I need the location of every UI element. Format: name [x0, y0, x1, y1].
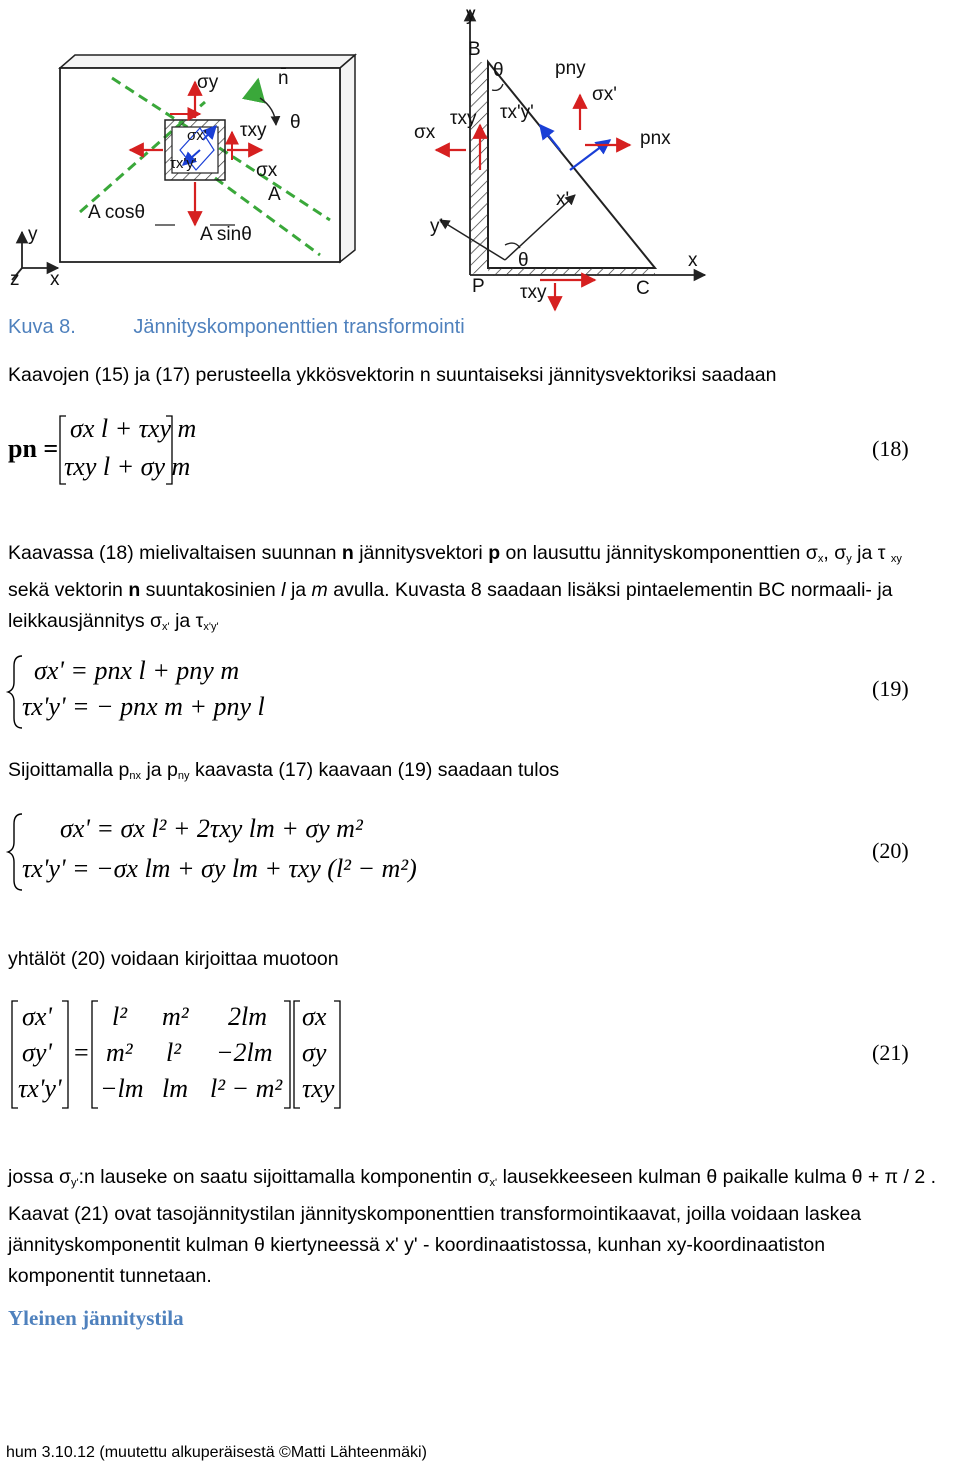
page-footer: hum 3.10.12 (muutettu alkuperäisestä ©Matti Lähteenmäki) — [6, 1444, 427, 1461]
label-sigma-x: σx — [256, 160, 278, 181]
label-sigma-x1-right: σx' — [592, 84, 617, 105]
label-axis-x-right: x — [688, 250, 698, 271]
label-theta-P: θ — [518, 250, 529, 271]
label-p-nx: pnx — [640, 128, 671, 149]
eq20-row2: τx'y' = −σx lm + σy lm + τxy (l² − m²) — [22, 854, 417, 883]
label-axis-y-left: y — [28, 224, 38, 245]
label-tau-x1y1: τx'y' — [170, 155, 197, 172]
eq21-m-32: lm — [162, 1074, 188, 1103]
label-axis-z: z — [10, 269, 20, 290]
eq18-number: (18) — [872, 436, 909, 461]
label-axis-y-right: y — [466, 4, 476, 25]
label-n-bar: n̄ — [278, 68, 289, 89]
equation-19 — [0, 652, 960, 732]
label-B: B — [468, 39, 481, 60]
label-theta: θ — [290, 112, 301, 133]
label-sigma-y: σy — [197, 72, 219, 93]
equation-21 — [0, 998, 960, 1113]
label-A-cos: A cosθ — [88, 202, 146, 223]
equation-18 — [0, 410, 960, 490]
eq21-m-33: l² − m² — [210, 1074, 283, 1103]
eq18-row1: σx l + τxy m — [70, 414, 197, 443]
eq21-rhs-2: σy — [302, 1038, 327, 1067]
label-A: A — [268, 184, 281, 205]
eq21-equals: = — [74, 1038, 89, 1067]
label-axis-y1: y' — [430, 216, 444, 237]
caption-title: Jännityskomponenttien transformointi — [133, 316, 465, 338]
label-sigma-x-right: σx — [414, 122, 436, 143]
eq21-lhs-3: τx'y' — [18, 1074, 62, 1103]
eq21-lhs-2: σy' — [22, 1038, 52, 1067]
eq21-number: (21) — [872, 1040, 909, 1065]
label-P: P — [472, 276, 485, 297]
eq21-m-11: l² — [112, 1002, 128, 1031]
label-tau-x1y1-right: τx'y' — [500, 102, 534, 123]
label-axis-x-left: x — [50, 269, 60, 290]
label-tau-xy-bottom: τxy — [520, 282, 547, 303]
eq19-number: (19) — [872, 676, 909, 701]
paragraph-explanation — [8, 538, 953, 643]
paragraph-intro: Kaavojen (15) ja (17) perusteella ykkösvektorin n suuntaiseksi jännitysvektoriksi saadaan — [8, 364, 777, 386]
section-heading: Yleinen jännitystila — [8, 1306, 184, 1330]
eq20-number: (20) — [872, 838, 909, 863]
label-C: C — [636, 278, 650, 299]
paragraph-conclusion — [8, 1162, 953, 1292]
eq18-row2: τxy l + σy m — [64, 452, 191, 481]
label-sigma-x1: σx' — [187, 127, 207, 144]
para2-line2: sekä vektorin n suuntakosinien l ja m avulla. Kuvasta 8 saadaan lisäksi pintaelementin BC normaali- ja — [8, 579, 893, 601]
para5-line4: komponentit tunnetaan. — [8, 1265, 212, 1287]
eq21-m-21: m² — [106, 1038, 133, 1067]
para5-line2: Kaavat (21) ovat tasojännitystilan jännityskomponenttien transformointikaavat, joilla voidaan laskea — [8, 1203, 862, 1225]
para5-line1: jossa $\sigma_{y'}:n$ lauseke on saatu sijoittamalla komponentin $\sigma_{x'}$ lausekkeeseen kulman θ paikalle kulma θ + π / 2 . — [8, 1166, 937, 1189]
paragraph-matrix-intro: yhtälöt (20) voidaan kirjoittaa muotoon — [8, 948, 339, 970]
stress-transformation-figure — [0, 0, 960, 315]
eq20-row1: σx' = σx l² + 2τxy lm + σy m² — [60, 814, 363, 843]
eq19-row1: σx' = pnx l + pny m — [34, 656, 240, 685]
paragraph-substitution: Sijoittamalla $p_{nx}$ ja $p_{ny}$ kaavasta (17) kaavaan (19) saadaan tulos — [8, 759, 560, 782]
equation-20 — [0, 810, 960, 895]
eq21-m-23: −2lm — [216, 1038, 273, 1067]
label-axis-x1: x' — [556, 189, 570, 210]
label-A-sin: A sinθ — [200, 224, 252, 245]
figure-caption — [8, 316, 465, 339]
caption-label: Kuva 8. — [8, 316, 76, 338]
label-theta-B: θ — [493, 60, 504, 81]
eq21-m-13: 2lm — [228, 1002, 267, 1031]
eq19-row2: τx'y' = − pnx m + pny l — [22, 692, 265, 721]
para5-line3: jännityskomponentit kulman θ kiertyneessä x' y' - koordinaatistossa, kunhan xy-koordinaatiston — [8, 1234, 826, 1256]
eq21-rhs-3: τxy — [302, 1074, 335, 1103]
label-tau-xy: τxy — [240, 120, 267, 141]
eq21-m-22: l² — [166, 1038, 182, 1067]
eq21-rhs-1: σx — [302, 1002, 327, 1031]
eq21-lhs-1: σx' — [22, 1002, 52, 1031]
label-tau-xy-right: τxy — [450, 108, 477, 129]
eq21-m-12: m² — [162, 1002, 189, 1031]
eq21-m-31: −lm — [100, 1074, 144, 1103]
eq18-lhs: pn = — [8, 434, 59, 463]
label-p-ny: pny — [555, 58, 586, 79]
para2-line3: leikkausjännitys $\sigma_{x'}$ ja $\tau_{x'y'}$ — [8, 610, 219, 633]
para2-line1: Kaavassa (18) mielivaltaisen suunnan n jännitysvektori p on lausuttu jännityskomponenttien $\sigma_x$, $\sigma_y$ ja τ $_{xy}$ — [8, 542, 902, 565]
